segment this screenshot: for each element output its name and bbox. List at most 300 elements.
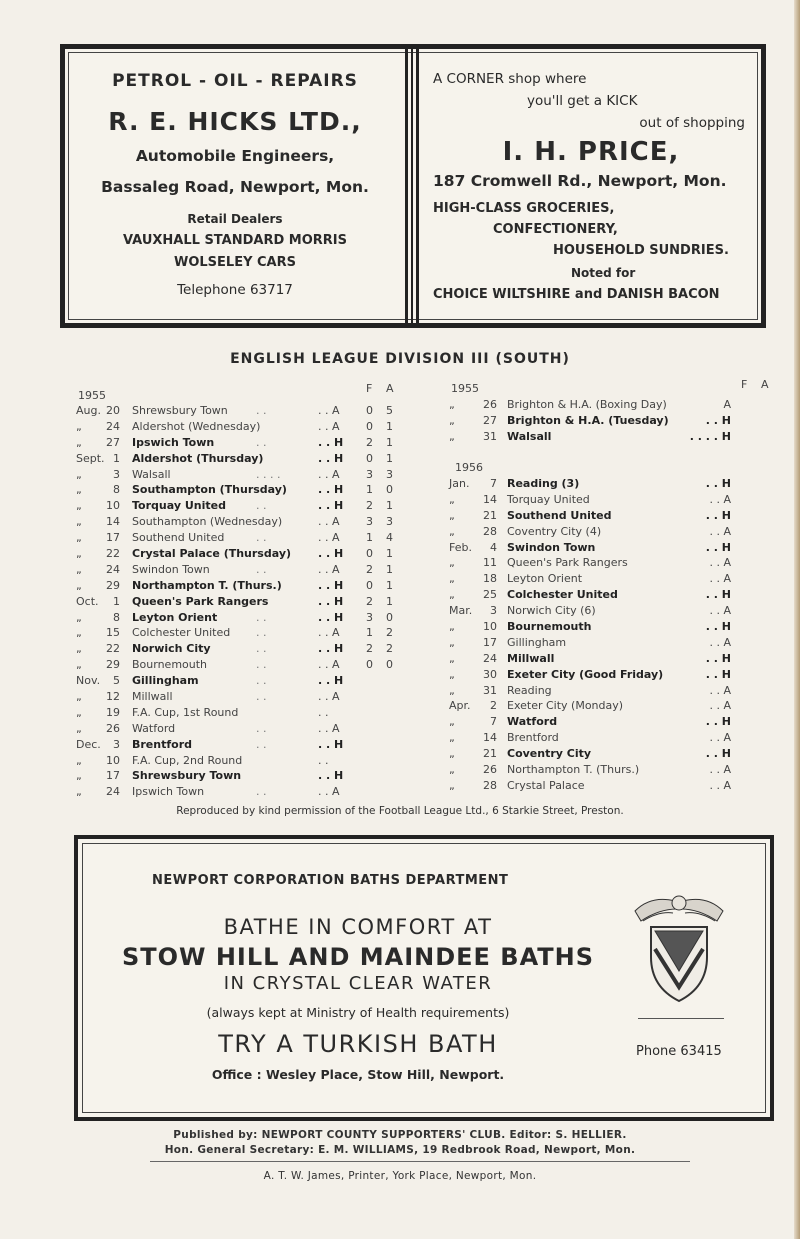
fixture-month: „: [449, 778, 455, 792]
fixture-month: Apr.: [449, 699, 471, 713]
fixture-score-against: 1: [386, 547, 393, 561]
fixture-day: 29: [106, 578, 120, 592]
fixture-venue: . . H: [705, 508, 731, 522]
fixture-month: „: [449, 572, 455, 586]
fixture-opponent: Walsall: [132, 467, 171, 481]
fixture-row: [449, 572, 731, 588]
fixture-score-for: 0: [366, 658, 373, 672]
fixture-day: 31: [483, 429, 497, 443]
fixture-venue: A: [723, 398, 731, 411]
fixture-leader: . .: [256, 626, 267, 640]
fixture-row: [449, 588, 731, 604]
fixture-score-against: 2: [386, 642, 393, 656]
fixture-row: [76, 738, 421, 754]
fixture-venue: . . H: [705, 588, 731, 602]
baths-water: IN CRYSTAL CLEAR WATER: [223, 973, 493, 994]
fixture-score-for: 0: [366, 578, 373, 592]
baths-advert-box: [74, 835, 774, 1121]
fixture-day: 19: [106, 705, 120, 719]
fixture-score-against: 1: [386, 578, 393, 592]
price-slogan-3: out of shopping: [639, 115, 745, 131]
fixture-opponent: Brighton & H.A. (Boxing Day): [507, 398, 667, 411]
right-col-f: F: [741, 378, 748, 391]
fixture-venue: . . A: [318, 721, 340, 735]
fixture-day: 7: [490, 715, 497, 729]
fixture-row: [449, 652, 731, 668]
fixture-opponent: Colchester United: [507, 588, 618, 602]
hicks-company-name: R. E. HICKS LTD.,: [108, 107, 362, 136]
fixture-day: 3: [490, 604, 497, 618]
fixture-venue: . . H: [318, 578, 344, 592]
fixture-month: „: [76, 531, 82, 545]
fixture-venue: . . H: [705, 540, 731, 554]
fixture-day: 17: [106, 531, 120, 545]
fixture-row: [449, 636, 731, 652]
fixture-day: 1: [113, 451, 120, 465]
fixture-day: 2: [490, 699, 497, 713]
fixture-month: „: [76, 547, 82, 561]
fixture-opponent: Shrewsbury Town: [132, 404, 228, 417]
printer-line: A. T. W. James, Printer, York Place, Newport, Mon.: [263, 1170, 537, 1182]
fixture-score-for: 2: [366, 435, 373, 449]
fixture-day: 24: [483, 651, 497, 665]
fixture-venue: . . H: [318, 642, 344, 656]
fixture-score-for: 2: [366, 562, 373, 576]
fixture-month: „: [76, 642, 82, 656]
fixture-month: „: [76, 419, 82, 433]
fixture-score-for: 3: [366, 467, 373, 481]
left-col-f: F: [366, 382, 373, 395]
fixture-row: [449, 414, 731, 430]
fixture-venue: . . A: [709, 572, 731, 586]
footer-rule: [150, 1161, 690, 1162]
fixture-leader: . .: [256, 642, 267, 656]
fixture-leader: . .: [256, 785, 267, 799]
fixture-day: 28: [483, 524, 497, 538]
fixture-day: 11: [483, 556, 497, 570]
left-year: 1955: [78, 389, 106, 402]
fixture-row: [76, 611, 421, 627]
fixture-opponent: Crystal Palace: [507, 778, 585, 792]
fixture-month: „: [76, 690, 82, 704]
fixture-month: „: [76, 705, 82, 719]
fixture-day: 24: [106, 562, 120, 576]
fixture-opponent: Walsall: [507, 429, 552, 443]
fixture-month: „: [76, 610, 82, 624]
fixture-day: 28: [483, 778, 497, 792]
fixture-opponent: Southend United: [507, 508, 612, 522]
fixture-day: 22: [106, 642, 120, 656]
fixture-opponent: Torquay United: [507, 492, 590, 506]
phone-rule: [638, 1018, 724, 1019]
right-year-1955: 1955: [451, 382, 479, 395]
fixture-opponent: Crystal Palace (Thursday): [132, 547, 292, 561]
fixture-opponent: Shrewsbury Town: [132, 769, 242, 783]
fixture-day: 14: [106, 515, 120, 529]
fixture-row: [76, 658, 421, 674]
fixture-opponent: Brighton & H.A. (Tuesday): [507, 413, 669, 427]
fixture-day: 25: [483, 588, 497, 602]
page-edge: [794, 0, 800, 1239]
baths-requirements: (always kept at Ministry of Health requirements): [206, 1005, 510, 1020]
fixture-month: „: [76, 769, 82, 783]
fixture-day: 1: [113, 594, 120, 608]
fixture-day: 3: [113, 467, 120, 481]
baths-office: Office : Wesley Place, Stow Hill, Newport.: [211, 1067, 505, 1082]
baths-venues: STOW HILL AND MAINDEE BATHS: [121, 943, 595, 971]
fixture-day: 4: [490, 540, 497, 554]
baths-phone: Phone 63415: [636, 1044, 722, 1059]
fixture-month: „: [76, 753, 82, 767]
fixture-month: „: [449, 763, 455, 777]
fixture-row: [76, 626, 421, 642]
top-advert-box: [60, 44, 766, 328]
advert-divider: [405, 49, 419, 323]
fixture-score-against: 5: [386, 404, 393, 417]
fixture-score-against: 3: [386, 515, 393, 529]
fixture-score-against: 0: [386, 610, 393, 624]
fixture-row: [76, 499, 421, 515]
fixture-day: 3: [113, 737, 120, 751]
hicks-retail: Retail Dealers: [187, 212, 283, 226]
hicks-address: Bassaleg Road, Newport, Mon.: [101, 178, 369, 196]
fixture-month: „: [76, 515, 82, 529]
fixture-score-against: 1: [386, 594, 393, 608]
fixture-opponent: Ipswich Town: [132, 785, 205, 799]
fixture-month: „: [449, 524, 455, 538]
fixture-venue: . . H: [705, 651, 731, 665]
fixture-day: 8: [113, 610, 120, 624]
fixture-opponent: Southampton (Thursday): [132, 483, 287, 497]
fixture-month: „: [449, 620, 455, 634]
fixture-day: 20: [106, 404, 120, 417]
fixture-day: 27: [106, 435, 120, 449]
fixture-row: [449, 620, 731, 636]
fixture-day: 22: [106, 547, 120, 561]
fixture-venue: . . H: [705, 747, 731, 761]
fixture-row: [76, 547, 421, 563]
fixture-venue: . . A: [318, 785, 340, 799]
price-goods-2: CONFECTIONERY,: [493, 222, 618, 237]
fixture-opponent: Brentford: [132, 737, 193, 751]
fixture-leader: . .: [256, 531, 267, 545]
fixture-month: Nov.: [76, 674, 101, 688]
fixture-month: „: [76, 435, 82, 449]
fixture-opponent: Millwall: [507, 651, 555, 665]
fixture-row: [449, 525, 731, 541]
fixture-leader: . .: [256, 404, 267, 417]
fixture-venue: . .: [318, 705, 329, 719]
fixture-row: [449, 604, 731, 620]
fixture-opponent: Aldershot (Thursday): [132, 451, 264, 465]
fixture-score-against: 1: [386, 499, 393, 513]
fixture-opponent: Northampton T. (Thurs.): [132, 578, 282, 592]
fixture-score-for: 2: [366, 642, 373, 656]
right-col-a: A: [761, 378, 769, 391]
price-bacon: CHOICE WILTSHIRE and DANISH BACON: [433, 287, 720, 302]
fixture-month: „: [449, 508, 455, 522]
fixture-row: [449, 684, 731, 700]
fixture-row: [76, 420, 421, 436]
hicks-advert: [65, 49, 405, 323]
fixture-month: Sept.: [76, 451, 105, 465]
fixture-row: [449, 699, 731, 715]
fixture-leader: . .: [256, 610, 267, 624]
fixture-opponent: Coventry City (4): [507, 524, 602, 538]
fixture-month: „: [76, 626, 82, 640]
baths-headline: BATHE IN COMFORT AT: [223, 915, 493, 939]
fixture-opponent: F.A. Cup, 2nd Round: [132, 753, 243, 767]
fixture-month: „: [449, 683, 455, 697]
right-fixture-list-1956: [449, 477, 731, 795]
fixture-opponent: Queen's Park Rangers: [507, 556, 628, 570]
fixture-opponent: Northampton T. (Thurs.): [507, 763, 640, 777]
fixture-opponent: Swindon Town: [507, 540, 596, 554]
fixture-month: „: [76, 658, 82, 672]
fixture-venue: . . H: [318, 674, 344, 688]
fixture-venue: . . H: [318, 451, 344, 465]
fixture-opponent: Gillingham: [132, 674, 199, 688]
fixture-month: „: [449, 556, 455, 570]
fixture-day: 29: [106, 658, 120, 672]
fixture-month: „: [449, 715, 455, 729]
fixture-venue: . . A: [318, 515, 340, 529]
fixture-day: 17: [483, 635, 497, 649]
fixture-month: Aug.: [76, 404, 101, 417]
fixture-day: 24: [106, 419, 120, 433]
fixture-day: 14: [483, 492, 497, 506]
fixture-score-for: 1: [366, 483, 373, 497]
fixture-venue: . . A: [709, 683, 731, 697]
fixture-month: „: [76, 483, 82, 497]
fixture-month: Mar.: [449, 604, 473, 618]
fixture-leader: . .: [256, 499, 267, 513]
fixture-row: [76, 769, 421, 785]
fixture-score-against: 2: [386, 626, 393, 640]
fixture-venue: . . H: [318, 737, 344, 751]
fixture-score-against: 0: [386, 658, 393, 672]
fixture-venue: . . A: [318, 419, 340, 433]
fixture-month: „: [449, 398, 455, 411]
fixture-score-against: 1: [386, 419, 393, 433]
fixture-opponent: Brentford: [507, 731, 559, 745]
fixture-venue: . . H: [318, 769, 344, 783]
fixture-day: 24: [106, 785, 120, 799]
fixture-opponent: Reading: [507, 683, 552, 697]
fixture-opponent: Southampton (Wednesday): [132, 515, 283, 529]
price-goods-1: HIGH-CLASS GROCERIES,: [433, 201, 615, 216]
fixture-row: [449, 493, 731, 509]
fixture-score-for: 0: [366, 547, 373, 561]
fixture-leader: . .: [256, 658, 267, 672]
fixture-score-for: 2: [366, 594, 373, 608]
fixture-venue: . .: [318, 753, 329, 767]
fixture-score-for: 3: [366, 610, 373, 624]
fixture-opponent: Southend United: [132, 531, 225, 545]
fixture-row: [76, 754, 421, 770]
fixture-month: Feb.: [449, 540, 472, 554]
left-fixture-list: [76, 404, 421, 801]
fixture-day: 10: [483, 620, 497, 634]
fixture-row: [76, 690, 421, 706]
price-advert: [419, 49, 763, 323]
fixture-row: [449, 715, 731, 731]
fixture-month: „: [449, 731, 455, 745]
fixture-opponent: Queen's Park Rangers: [132, 594, 269, 608]
fixture-venue: . . H: [318, 547, 344, 561]
fixture-day: 26: [483, 763, 497, 777]
fixture-venue: . . H: [705, 477, 731, 490]
fixture-score-against: 1: [386, 451, 393, 465]
fixture-venue: . . H: [318, 610, 344, 624]
price-slogan-2: you'll get a KICK: [527, 93, 638, 109]
fixture-venue: . . A: [709, 492, 731, 506]
fixture-venue: . . A: [709, 635, 731, 649]
fixture-month: „: [449, 635, 455, 649]
fixture-venue: . . H: [318, 594, 344, 608]
fixture-row: [449, 731, 731, 747]
fixture-row: [76, 531, 421, 547]
fixture-opponent: Exeter City (Monday): [507, 699, 624, 713]
fixture-venue: . . H: [705, 667, 731, 681]
hicks-brands: VAUXHALL STANDARD MORRIS: [122, 233, 347, 248]
fixture-month: Jan.: [449, 477, 470, 490]
fixture-row: [449, 541, 731, 557]
fixture-row: [76, 468, 421, 484]
right-year-1956: 1956: [455, 461, 483, 474]
fixture-month: Oct.: [76, 594, 99, 608]
fixture-row: [449, 430, 731, 446]
fixture-opponent: Bournemouth: [507, 620, 592, 634]
fixture-venue: . . H: [318, 483, 344, 497]
fixture-venue: . . H: [318, 499, 344, 513]
fixture-venue: . . A: [318, 562, 340, 576]
fixture-month: Dec.: [76, 737, 101, 751]
fixture-row: [449, 779, 731, 795]
fixture-row: [76, 579, 421, 595]
fixture-score-against: 1: [386, 562, 393, 576]
publisher-line: Published by: NEWPORT COUNTY SUPPORTERS' CLUB. Editor: S. HELLIER.: [173, 1129, 627, 1141]
fixture-month: „: [76, 499, 82, 513]
price-goods-3: HOUSEHOLD SUNDRIES.: [553, 243, 729, 258]
fixture-day: 21: [483, 508, 497, 522]
fixture-opponent: Watford: [507, 715, 558, 729]
price-slogan-1: A CORNER shop where: [433, 71, 587, 87]
fixture-day: 18: [483, 572, 497, 586]
fixture-month: „: [76, 785, 82, 799]
right-fixture-list-1955: [449, 398, 731, 446]
fixture-month: „: [76, 721, 82, 735]
fixture-score-for: 1: [366, 531, 373, 545]
fixture-day: 26: [483, 398, 497, 411]
hicks-trade: Automobile Engineers,: [135, 147, 335, 165]
fixture-score-for: 0: [366, 419, 373, 433]
fixture-opponent: Exeter City (Good Friday): [507, 667, 664, 681]
fixture-row: [76, 642, 421, 658]
fixture-venue: . . A: [709, 731, 731, 745]
fixture-opponent: Norwich City (6): [507, 604, 596, 618]
fixture-month: „: [449, 747, 455, 761]
fixture-opponent: Coventry City: [507, 747, 592, 761]
fixture-score-for: 0: [366, 404, 373, 417]
fixture-score-against: 3: [386, 467, 393, 481]
price-address: 187 Cromwell Rd., Newport, Mon.: [433, 172, 727, 190]
fixture-venue: . . A: [709, 763, 731, 777]
fixture-opponent: Bournemouth: [132, 658, 208, 672]
fixture-month: „: [449, 429, 455, 443]
fixture-venue: . . A: [709, 524, 731, 538]
fixture-venue: . . A: [709, 778, 731, 792]
fixture-month: „: [449, 588, 455, 602]
fixture-venue: . . A: [318, 404, 340, 417]
fixture-venue: . . H: [705, 413, 731, 427]
fixtures-title: ENGLISH LEAGUE DIVISION III (SOUTH): [230, 351, 570, 367]
fixture-leader: . .: [256, 674, 267, 688]
fixture-score-against: 4: [386, 531, 393, 545]
baths-turkish: TRY A TURKISH BATH: [218, 1030, 498, 1058]
fixture-month: „: [76, 562, 82, 576]
fixture-day: 30: [483, 667, 497, 681]
hicks-brands-2: WOLSELEY CARS: [174, 255, 296, 270]
fixture-day: 17: [106, 769, 120, 783]
fixture-row: [76, 722, 421, 738]
fixture-day: 21: [483, 747, 497, 761]
fixture-row: [76, 563, 421, 579]
fixture-row: [76, 483, 421, 499]
fixture-row: [76, 706, 421, 722]
fixture-row: [76, 595, 421, 611]
fixture-opponent: Leyton Orient: [507, 572, 583, 586]
fixture-venue: . . A: [318, 467, 340, 481]
fixture-row: [449, 556, 731, 572]
fixture-opponent: Reading (3): [507, 477, 580, 490]
price-company-name: I. H. PRICE,: [502, 137, 680, 167]
fixture-leader: . . . .: [256, 467, 281, 481]
fixture-opponent: Leyton Orient: [132, 610, 218, 624]
fixture-venue: . . A: [709, 556, 731, 570]
fixture-score-against: 0: [386, 483, 393, 497]
fixture-day: 5: [113, 674, 120, 688]
fixtures-credit: Reproduced by kind permission of the Football League Ltd., 6 Starkie Street, Preston.: [176, 805, 624, 817]
fixture-row: [76, 452, 421, 468]
fixture-opponent: Millwall: [132, 690, 173, 704]
fixture-row: [449, 509, 731, 525]
fixture-leader: . .: [256, 737, 267, 751]
fixture-row: [449, 398, 731, 414]
fixture-month: „: [449, 413, 455, 427]
fixture-venue: . . H: [318, 435, 344, 449]
fixture-score-for: 3: [366, 515, 373, 529]
fixture-row: [76, 404, 421, 420]
fixture-month: „: [76, 578, 82, 592]
fixture-venue: . . A: [709, 699, 731, 713]
fixture-row: [449, 763, 731, 779]
fixture-row: [449, 668, 731, 684]
left-col-a: A: [386, 382, 394, 395]
fixture-day: 27: [483, 413, 497, 427]
fixture-venue: . . A: [318, 690, 340, 704]
fixture-day: 14: [483, 731, 497, 745]
price-noted-for: Noted for: [571, 266, 636, 280]
fixture-score-for: 1: [366, 626, 373, 640]
fixture-day: 15: [106, 626, 120, 640]
fixture-opponent: Ipswich Town: [132, 435, 215, 449]
fixture-venue: . . . . H: [689, 429, 731, 443]
fixture-opponent: Watford: [132, 721, 176, 735]
fixture-opponent: Swindon Town: [132, 562, 210, 576]
fixture-row: [449, 747, 731, 763]
fixture-venue: . . A: [318, 658, 340, 672]
